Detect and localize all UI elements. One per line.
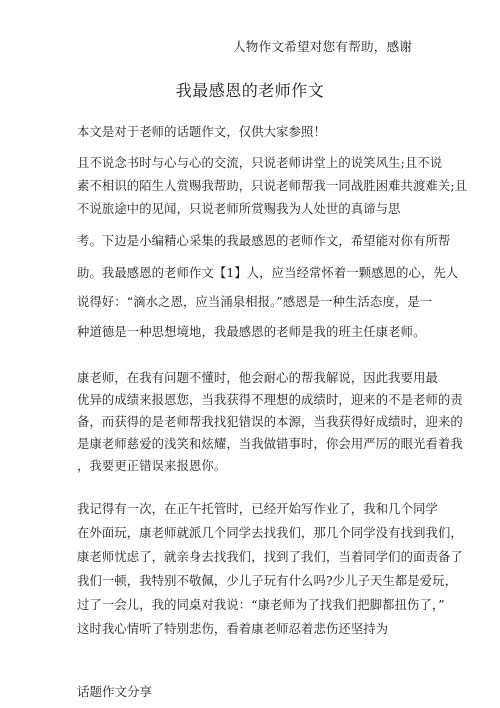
paragraph-line: 我们一顿，我特别不敬佩，少儿子玩有什么吗?少儿子天生都是爱玩， (77, 574, 458, 588)
paragraph-line: 素不相识的陌生人赏赐我帮助，只说老师帮我一同战胜困难共渡难关;且 (77, 179, 468, 193)
paragraph-line: 是康老师慈爱的浅笑和炫耀，当我做错事时，你会用严厉的眼光看着我 (77, 437, 463, 451)
paragraph-line: 优异的成绩来报恩您，当我获得不理想的成绩时，迎来的不是老师的责 (77, 393, 463, 407)
paragraph-line: 康老师，在我有问题不懂时，他会耐心的帮我解说，因此我要用最 (77, 371, 438, 385)
paragraph-line: 说得好：“滴水之恩，应当涌泉相报。”感恩是一种生活态度，是一 (77, 295, 433, 309)
paragraph-line: 不说旅途中的见闻，只说老师所赏赐我为人处世的真谛与思 (77, 202, 401, 216)
paragraph-line: 备，而获得的是老师帮我找犯错误的本源，当我获得好成绩时，迎来的 (77, 415, 463, 429)
document-title: 我最感恩的老师作文 (175, 81, 325, 100)
paragraph-line: ，我要更正错误来报恩你。 (77, 459, 227, 473)
paragraph-line: 过了一会儿，我的同桌对我说：“康老师为了找我们把脚都扭伤了，” (77, 598, 445, 612)
paragraph-line: 这时我心情听了特别悲伤，看着康老师忍着悲伤还坚持为 (77, 622, 389, 636)
paragraph-line: 种道德是一种思想境地，我最感恩的老师是我的班主任康老师。 (77, 325, 426, 339)
paragraph-line: 助。我最感恩的老师作文【1】人，应当经常怀着一颗感恩的心，先人 (77, 266, 459, 280)
paragraph-line: 我记得有一次，在正午托管时，已经开始写作业了，我和几个同学 (77, 502, 438, 516)
header-note: 人物作文希望对您有帮助，感谢 (233, 39, 413, 54)
intro-line: 本文是对于老师的话题作文，仅供大家参照！ (77, 125, 326, 139)
paragraph-line: 在外面玩，康老师就派几个同学去找我们，那几个同学没有找到我们， (77, 526, 463, 540)
footer-note: 话题作文分享 (77, 684, 153, 699)
paragraph-line: 且不说念书时与心与心的交流，只说老师讲堂上的说笑风生;且不说 (77, 156, 443, 170)
paragraph-line: 康老师忧虑了，就亲身去找我们，找到了我们，当着同学们的面责备了 (77, 550, 463, 564)
paragraph-line: 考。下边是小编精心采集的我最感恩的老师作文，希望能对你有所帮 (77, 234, 451, 248)
